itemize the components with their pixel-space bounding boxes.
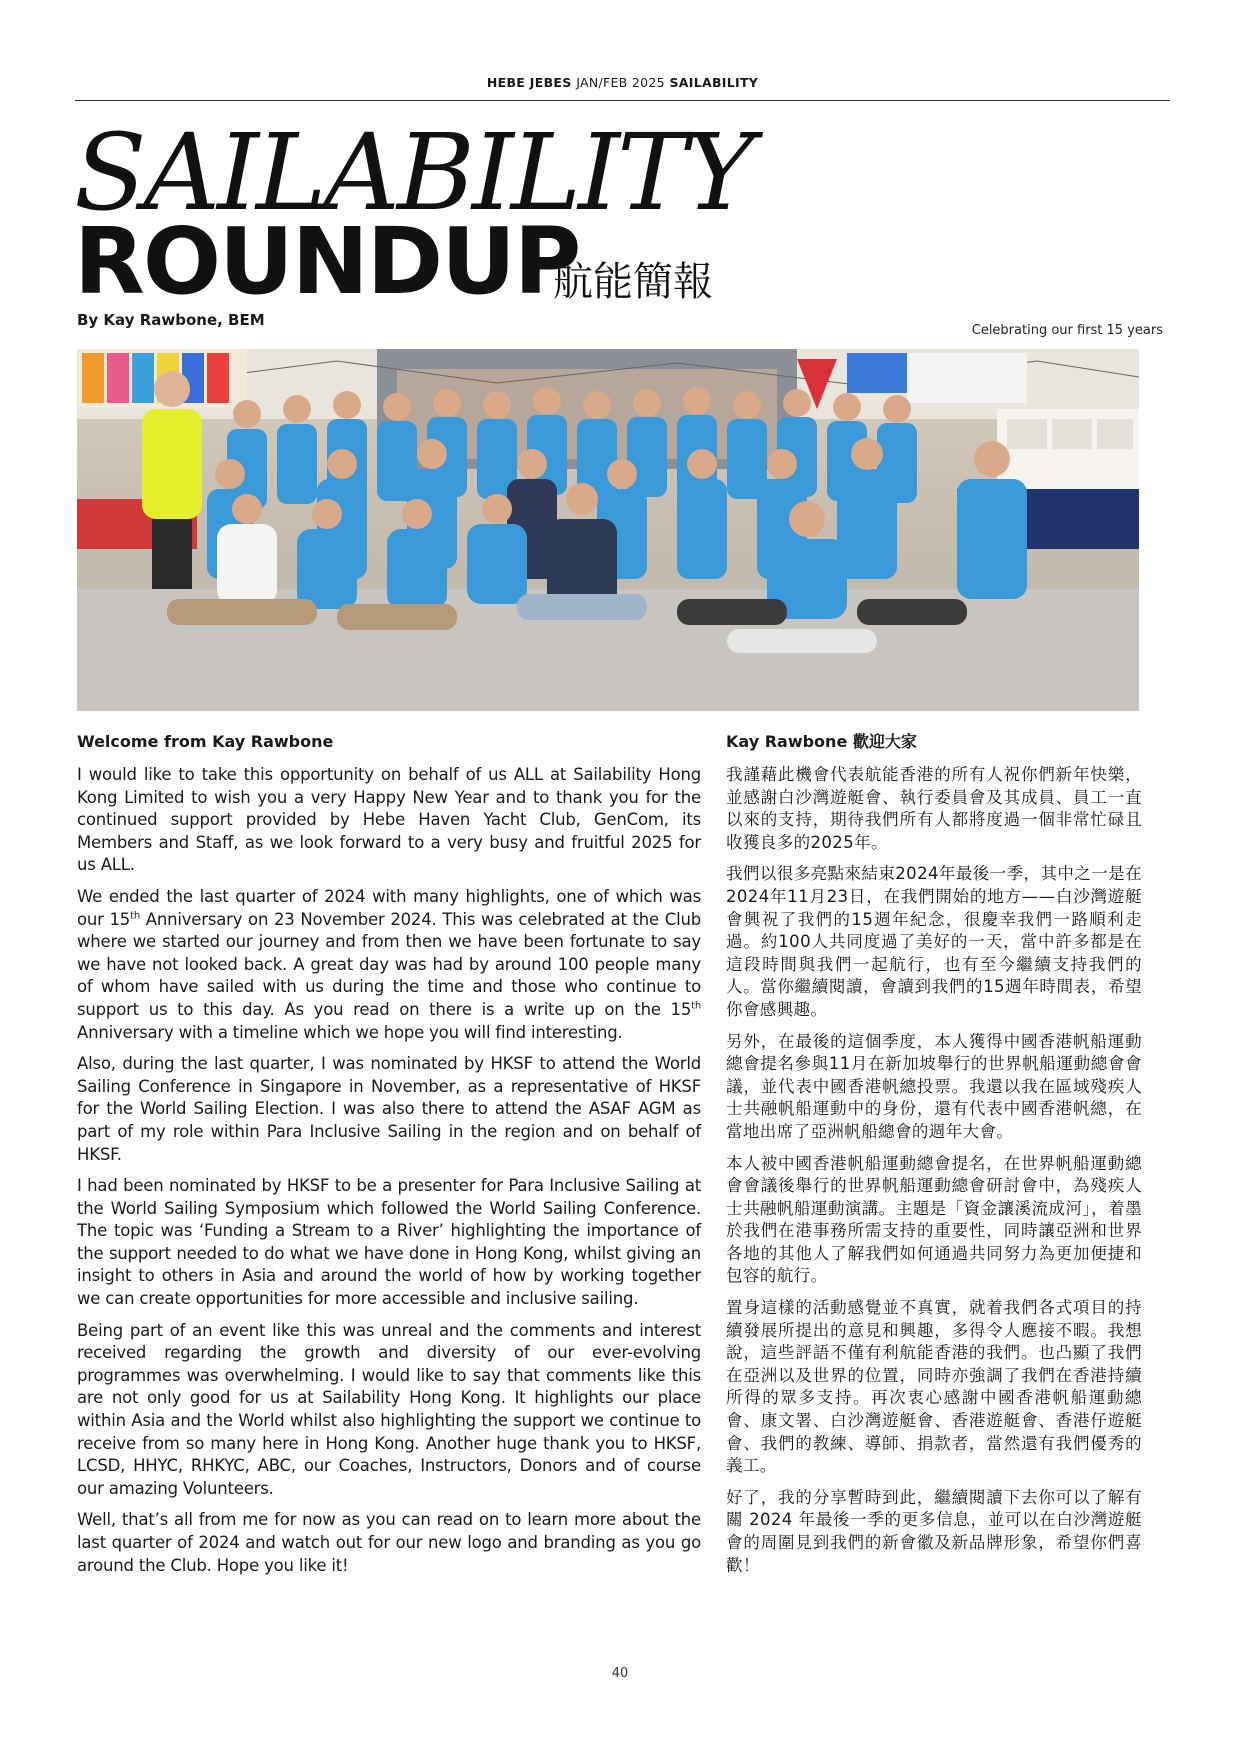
photo-caption: Celebrating our first 15 years: [971, 323, 1163, 338]
page-title-line2: ROUNDUP: [74, 208, 580, 315]
section-name: SAILABILITY: [669, 75, 759, 90]
english-paragraph-1: I would like to take this opportunity on behalf of us ALL at Sailability Hong Kong Limited to wish you a very Happy New Year and to thank you for the continued support provided by Hebe Haven Yacht Club, GenCom, its Members and Staff, as we look forward to a very busy and fruitful 2025 for us ALL.: [77, 765, 701, 875]
magazine-name: HEBE JEBES: [486, 75, 572, 90]
chinese-paragraph-1: 我謹藉此機會代表航能香港的所有人祝你們新年快樂，並感謝白沙灣遊艇會、執行委員會及其成員、員工一直以來的支持，期待我們所有人都將度過一個非常忙碌且收獲良多的2025年。: [726, 765, 1142, 852]
chinese-paragraph-6: 好了，我的分享暫時到此，繼續閱讀下去你可以了解有關 2024 年最後一季的更多信息，並可以在白沙灣遊艇會的周圍見到我們的新會徽及新品牌形象，希望你們喜歡！: [726, 1487, 1142, 1575]
english-paragraph-2-part-b: Anniversary on 23 November 2024. This was celebrated at the Club where we started our journey and from then we have been fortunate to say we have not looked back. A great day was had by around 100 people many of whom have sailed with us during the time and those who continue to support us to this day. As you read on there is a write up on the 15: [77, 909, 701, 1019]
page-title-line1: SAILABILITY: [74, 111, 752, 234]
english-column: [77, 732, 701, 1586]
english-paragraph-2: [77, 886, 701, 1044]
english-paragraph-3: Also, during the last quarter, I was nominated by HKSF to attend the World Sailing Conference in Singapore in November, as a representative of HKSF for the World Sailing Election. I was also there to attend the ASAF AGM as part of my role within Para Inclusive Sailing in the region and on behalf of HKSF.: [77, 1054, 701, 1164]
chinese-paragraph-2: 我們以很多亮點來結束2024年最後一季，其中之一是在2024年11月23日，在我們開始的地方——白沙灣遊艇會興祝了我們的15週年紀念，很慶幸我們一路順利走過。約100人共同度過了美好的一天，當中許多都是在這段時間與我們一起航行，也有至今繼續支持我們的人。當你繼續閱讀，會讀到我們的15週年時間表，希望你會感興趣。: [726, 864, 1142, 1019]
chinese-heading: Kay Rawbone 歡迎大家: [726, 732, 917, 751]
ordinal-superscript: th: [130, 910, 140, 922]
page-title-chinese: 航能簡報: [553, 259, 713, 305]
english-paragraph-6: Well, that’s all from me for now as you can read on to learn more about the last quarter of 2024 and watch out for our new logo and branding as you go around the Club. Hope you like it!: [77, 1510, 701, 1575]
chinese-paragraph-5: 置身這樣的活動感覺並不真實，就着我們各式項目的持續發展所提出的意見和興趣，多得令人應接不暇。我想說，這些評語不僅有利航能香港的我們。也凸顯了我們在亞洲以及世界的位置，同時亦強調了我們在香港持續所得的眾多支持。再次衷心感謝中國香港帆船運動總會、康文署、白沙灣遊艇會、香港遊艇會、香港仔遊艇會、我們的教練、導師、捐款者，當然還有我們優秀的義工。: [726, 1298, 1142, 1476]
english-paragraph-4: I had been nominated by HKSF to be a presenter for Para Inclusive Sailing at the World Sailing Symposium which followed the World Sailing Conference. The topic was ‘Funding a Stream to a River’ highlighting the importance of the support needed to do what we have done in Hong Kong, whilst giving an insight to others in Asia and around the world of how by working together we can create opportunities for more accessible and inclusive sailing.: [77, 1176, 701, 1309]
running-head: [75, 75, 1170, 90]
english-paragraph-2-part-a: We ended the last quarter of 2024 with many highlights, one of which was our 15: [77, 886, 701, 929]
ordinal-superscript: th: [691, 1000, 701, 1012]
english-paragraph-5: Being part of an event like this was unreal and the comments and interest received regarding the growth and diversity of our ever-evolving programmes was overwhelming. I would like to say that comments like this are not only good for us at Sailability Hong Kong. It highlights our place within Asia and the World whilst also highlighting the support we continue to receive from so many here in Hong Kong. Another huge thank you to HKSF, LCSD, HHYC, RHKYC, ABC, our Coaches, Instructors, Donors and of course our amazing Volunteers.: [77, 1320, 701, 1498]
chinese-paragraph-3: 另外，在最後的這個季度，本人獲得中國香港帆船運動總會提名參與11月在新加坡舉行的世界帆船運動總會會議，並代表中國香港帆總投票。我還以我在區域殘疾人士共融帆船運動中的身份，還有代表中國香港帆總，在當地出席了亞洲帆船總會的週年大會。: [726, 1031, 1142, 1141]
group-photo: [77, 349, 1139, 711]
english-paragraph-2-part-c: Anniversary with a timeline which we hope you will find interesting.: [77, 1022, 623, 1042]
issue-date: JAN/FEB 2025: [576, 75, 665, 90]
group-photo-illustration: [77, 349, 1139, 711]
page-number: 40: [611, 1666, 629, 1681]
english-heading: Welcome from Kay Rawbone: [77, 732, 334, 751]
byline: By Kay Rawbone, BEM: [77, 311, 265, 329]
chinese-column: [726, 732, 1142, 1586]
header-rule: [75, 100, 1170, 101]
chinese-paragraph-4: 本人被中國香港帆船運動總會提名，在世界帆船運動總會會議後舉行的世界帆船運動總會研討會中，為殘疾人士共融帆船運動演講。主題是「資金讓溪流成河」，着墨於我們在港事務所需支持的重要性，同時讓亞洲和世界各地的其他人了解我們如何通過共同努力為更加便捷和包容的航行。: [726, 1153, 1142, 1286]
